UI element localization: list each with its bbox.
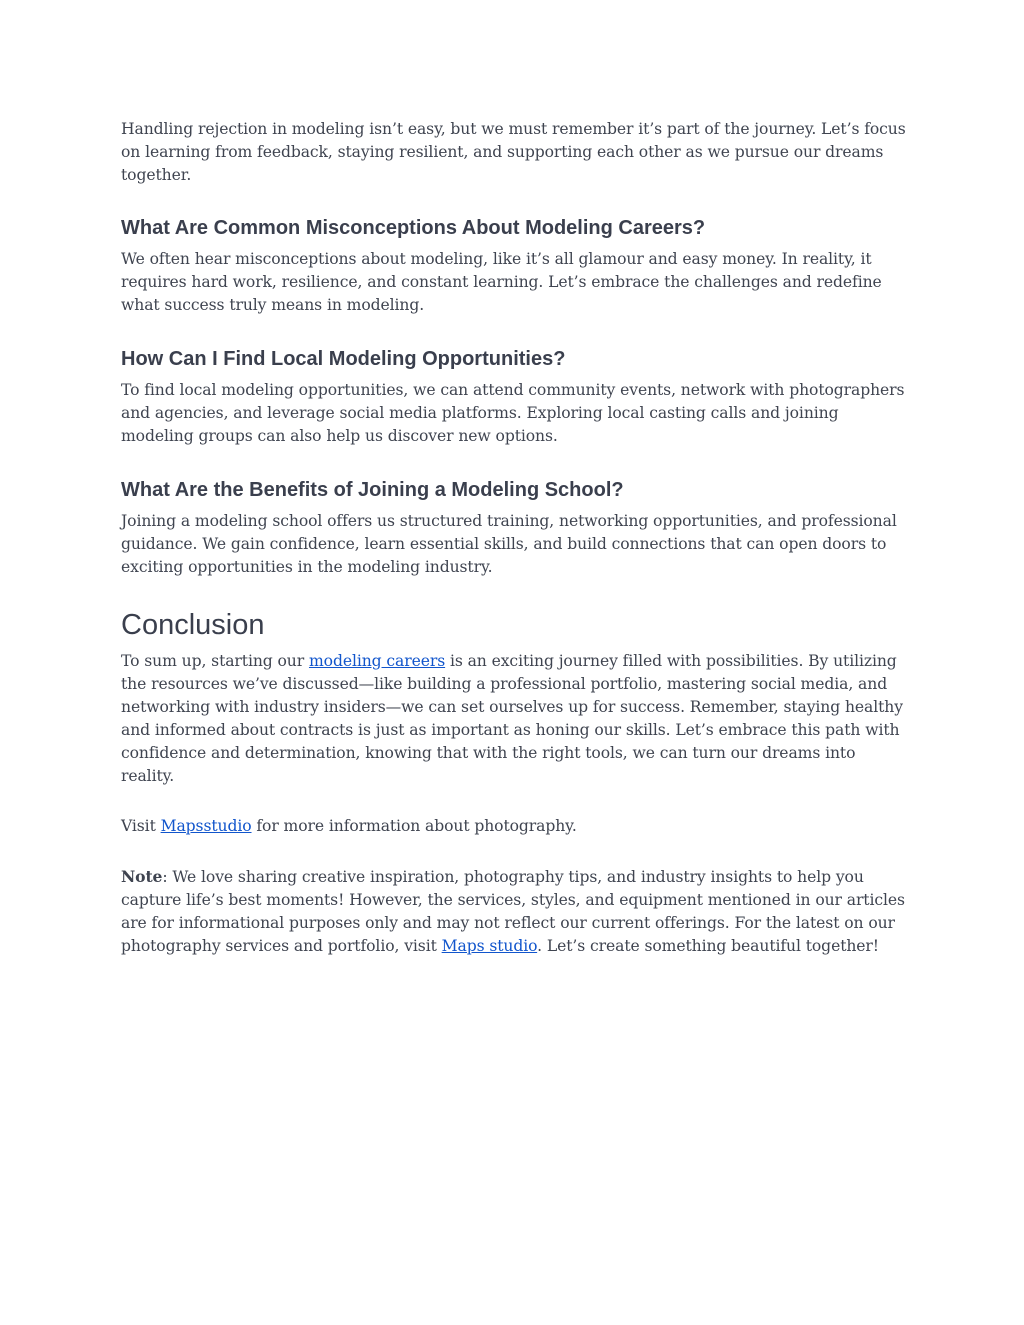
conclusion-text-end: is an exciting journey filled with possibilities. By utilizing the resources we’ve discussed—like building a professional portfolio, mastering social media, and networking with industry insiders—we can set ourselves up for success. Remember, staying healthy and informed about contracts is just as important as honing our skills. Let’s embrace this path with confidence and determination, knowing that with the right tools, we can turn our dreams into reality. — [121, 652, 903, 785]
intro-paragraph: Handling rejection in modeling isn’t easy, but we must remember it’s part of the journey. Let’s focus on learning from feedback, staying resilient, and supporting each other as we pursue our dreams together. — [121, 120, 906, 184]
visit-text-start: Visit — [121, 817, 161, 835]
conclusion-heading: Conclusion — [121, 609, 265, 641]
section-heading-modeling-school: What Are the Benefits of Joining a Modeling School? — [121, 479, 624, 501]
section-body-misconceptions: We often hear misconceptions about modeling, like it’s all glamour and easy money. In reality, it requires hard work, resilience, and constant learning. Let’s embrace the challenges and redefine what success truly means in modeling. — [121, 250, 882, 314]
section-body-local-opportunities: To find local modeling opportunities, we can attend community events, network with photographers and agencies, and leverage social media platforms. Exploring local casting calls and joining modeling groups can also help us discover new options. — [121, 381, 905, 445]
mapsstudio-link[interactable]: Mapsstudio — [160, 817, 252, 835]
section-heading-misconceptions: What Are Common Misconceptions About Modeling Careers? — [121, 217, 706, 239]
section-body-modeling-school: Joining a modeling school offers us structured training, networking opportunities, and professional guidance. We gain confidence, learn essential skills, and build connections that can open doors to exciting opportunities in the modeling industry. — [121, 512, 897, 576]
section-heading-local-opportunities: How Can I Find Local Modeling Opportunities? — [121, 348, 566, 370]
note-label: Note — [121, 867, 163, 886]
conclusion-text-start: To sum up, starting our — [121, 652, 309, 670]
visit-text-end: for more information about photography. — [251, 817, 577, 835]
visit-paragraph — [121, 815, 911, 838]
maps-studio-link[interactable]: Maps studio — [441, 937, 538, 955]
document-page — [121, 118, 911, 958]
note-text-end: . Let’s create something beautiful together! — [537, 937, 879, 955]
conclusion-paragraph — [121, 650, 911, 788]
note-paragraph — [121, 865, 911, 958]
modeling-careers-link[interactable]: modeling careers — [308, 652, 446, 670]
note-text-start: : We love sharing creative inspiration, photography tips, and industry insights to help you capture life’s best moments! However, the services, styles, and equipment mentioned in our articles are for informational purposes only and may not reflect our current offerings. For the latest on our photography services and portfolio, visit — [121, 868, 905, 955]
